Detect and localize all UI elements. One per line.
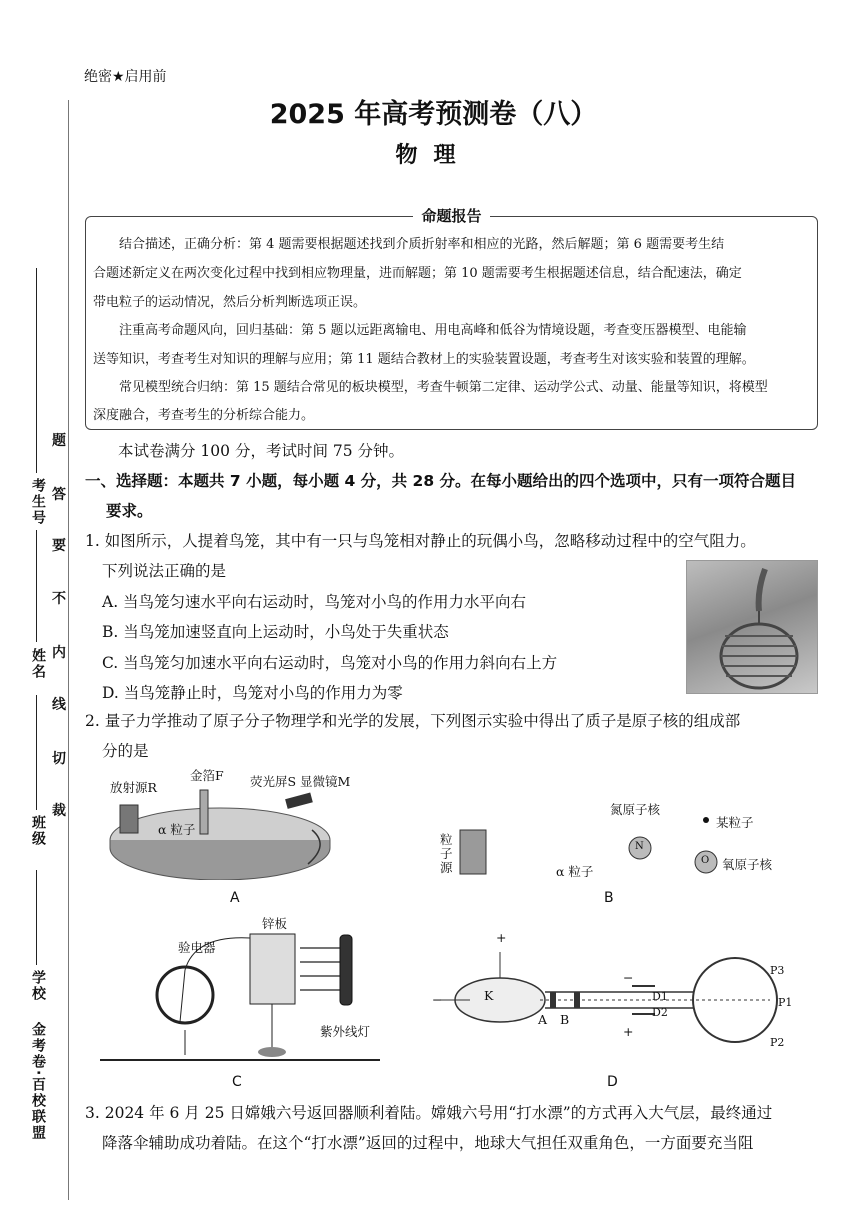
subject-title: 物理 — [395, 143, 472, 168]
exam-intro: 本试卷满分 100 分，考试时间 75 分钟。 — [118, 442, 405, 460]
label-nitrogen-nucleus: 氮原子核 — [610, 802, 661, 817]
label-particle-source-1: 粒 — [440, 832, 453, 847]
label-zinc-plate: 锌板 — [262, 916, 288, 931]
label-particle-source-2: 子 — [440, 846, 453, 861]
report-line: 注重高考命题风向，回归基础：第 5 题以远距离输电、用电高峰和低谷为情境设题，考查变压器模型、电能输 — [119, 323, 747, 338]
section-heading: 一、选择题：本题共 7 小题，每小题 4 分，共 28 分。在每小题给出的四个选项中，只有一项符合题目 — [85, 472, 797, 490]
figure-b-caption: B — [604, 890, 614, 906]
label-particle-source-3: 源 — [440, 860, 453, 875]
field-class-rule — [36, 695, 37, 810]
section-heading-cont: 要求。 — [106, 502, 153, 520]
label-plus-top: + — [496, 930, 507, 945]
field-name-rule — [36, 530, 37, 642]
label-screen: 荧光屏S — [250, 774, 297, 789]
field-student-id-rule — [36, 268, 37, 473]
label-o: O — [701, 855, 710, 866]
field-school-rule — [36, 870, 37, 965]
question-3-stem-cont: 降落伞辅助成功着陆。在这个“打水漂”返回的过程中，地球大气担任双重角色，一方面要充当阻 — [102, 1134, 754, 1152]
label-minus-d1: − — [623, 970, 634, 985]
report-title — [0, 205, 867, 226]
label-a: A — [538, 1012, 548, 1027]
report-line: 深度融合，考查考生的分析综合能力。 — [93, 408, 315, 423]
report-title-text: 命题报告 — [413, 207, 489, 225]
bird-cage-photo — [686, 560, 818, 694]
cut-char: 答 — [52, 487, 66, 503]
label-d1: D1 — [652, 990, 668, 1003]
question-3-stem: 3. 2024 年 6 月 25 日嫦娥六号返回器顺利着陆。嫦娥六号用“打水漂”的方式再入大气层，最终通过 — [85, 1104, 773, 1122]
report-line: 结合描述，正确分析：第 4 题需要根据题述找到介质折射率和相应的光路，然后解题；第 6 题需要考生结 — [119, 237, 725, 252]
report-line: 带电粒子的运动情况，然后分析判断选项正误。 — [93, 295, 367, 310]
binding-margin-line — [68, 100, 69, 1200]
league-name: 金考卷·百校联盟 — [30, 1022, 46, 1142]
label-gold-foil: 金箔F — [190, 768, 224, 783]
field-name: 姓名 — [30, 648, 46, 680]
figure-d-caption: D — [607, 1074, 618, 1090]
page-title: 2025 年高考预测卷（八） — [269, 99, 598, 130]
report-line: 常见模型统合归纳：第 15 题结合常见的板块模型，考查牛顿第二定律、运动学公式、动量、能量等知识，将模型 — [119, 380, 768, 395]
question-1-stem-cont: 下列说法正确的是 — [102, 562, 227, 580]
cut-char: 不 — [52, 591, 66, 607]
label-b: B — [560, 1012, 570, 1027]
question-1-stem: 1. 如图所示，人提着鸟笼，其中有一只与鸟笼相对静止的玩偶小鸟，忽略移动过程中的空气阻力。 — [85, 532, 756, 550]
figure-d-cathode-ray-tube — [432, 930, 800, 1060]
label-p1: P1 — [778, 996, 793, 1009]
question-2-stem-cont: 分的是 — [102, 742, 149, 760]
figure-a-caption: A — [230, 890, 240, 906]
label-k: K — [484, 988, 494, 1003]
label-source: 放射源R — [110, 780, 157, 795]
question-1-option-b: B. 当鸟笼加速竖直向上运动时，小鸟处于失重状态 — [102, 623, 449, 641]
cut-char: 裁 — [52, 803, 66, 819]
report-line: 送等知识，考查考生对知识的理解与应用；第 11 题结合教材上的实验装置设题，考查考生对该实验和装置的理解。 — [93, 352, 755, 367]
label-plus-d2: + — [623, 1024, 634, 1039]
label-uv-lamp: 紫外线灯 — [320, 1024, 371, 1039]
figure-c-caption: C — [232, 1074, 242, 1090]
cut-char: 题 — [52, 433, 66, 449]
label-oxygen-nucleus: 氧原子核 — [722, 857, 773, 872]
field-school: 学校 — [30, 970, 46, 1002]
question-1-option-d: D. 当鸟笼静止时，鸟笼对小鸟的作用力为零 — [102, 684, 403, 702]
label-microscope: 显微镜M — [300, 774, 351, 789]
label-d2: D2 — [652, 1006, 668, 1019]
label-alpha: α 粒子 — [158, 822, 196, 837]
cut-char: 要 — [52, 538, 66, 554]
cut-char: 线 — [52, 697, 66, 713]
label-n: N — [635, 841, 644, 852]
figure-b-proton-discovery — [430, 790, 790, 890]
label-electroscope: 验电器 — [178, 940, 216, 955]
figure-a-rutherford-setup — [100, 768, 351, 880]
field-class: 班级 — [30, 815, 46, 847]
label-alpha-particle: α 粒子 — [556, 864, 594, 879]
question-1-option-a: A. 当鸟笼匀速水平向右运动时，鸟笼对小鸟的作用力水平向右 — [102, 593, 527, 611]
question-1-option-c: C. 当鸟笼匀加速水平向右运动时，鸟笼对小鸟的作用力斜向右上方 — [102, 654, 558, 672]
field-student-id: 考生号 — [30, 478, 46, 526]
label-p2: P2 — [770, 1036, 785, 1049]
label-minus-left: − — [432, 992, 443, 1007]
label-unknown-particle: 某粒子 — [716, 815, 754, 830]
confidential-mark: 绝密★启用前 — [84, 69, 167, 85]
cut-char: 切 — [52, 751, 66, 767]
question-2-stem: 2. 量子力学推动了原子分子物理学和光学的发展，下列图示实验中得出了质子是原子核的组成部 — [85, 712, 741, 730]
cut-char: 内 — [52, 645, 66, 661]
report-line: 合题述新定义在两次变化过程中找到相应物理量，进而解题；第 10 题需要考生根据题述信息，结合配速法，确定 — [93, 266, 742, 281]
figure-c-photoelectric-setup — [100, 910, 380, 1070]
label-p3: P3 — [770, 964, 785, 977]
